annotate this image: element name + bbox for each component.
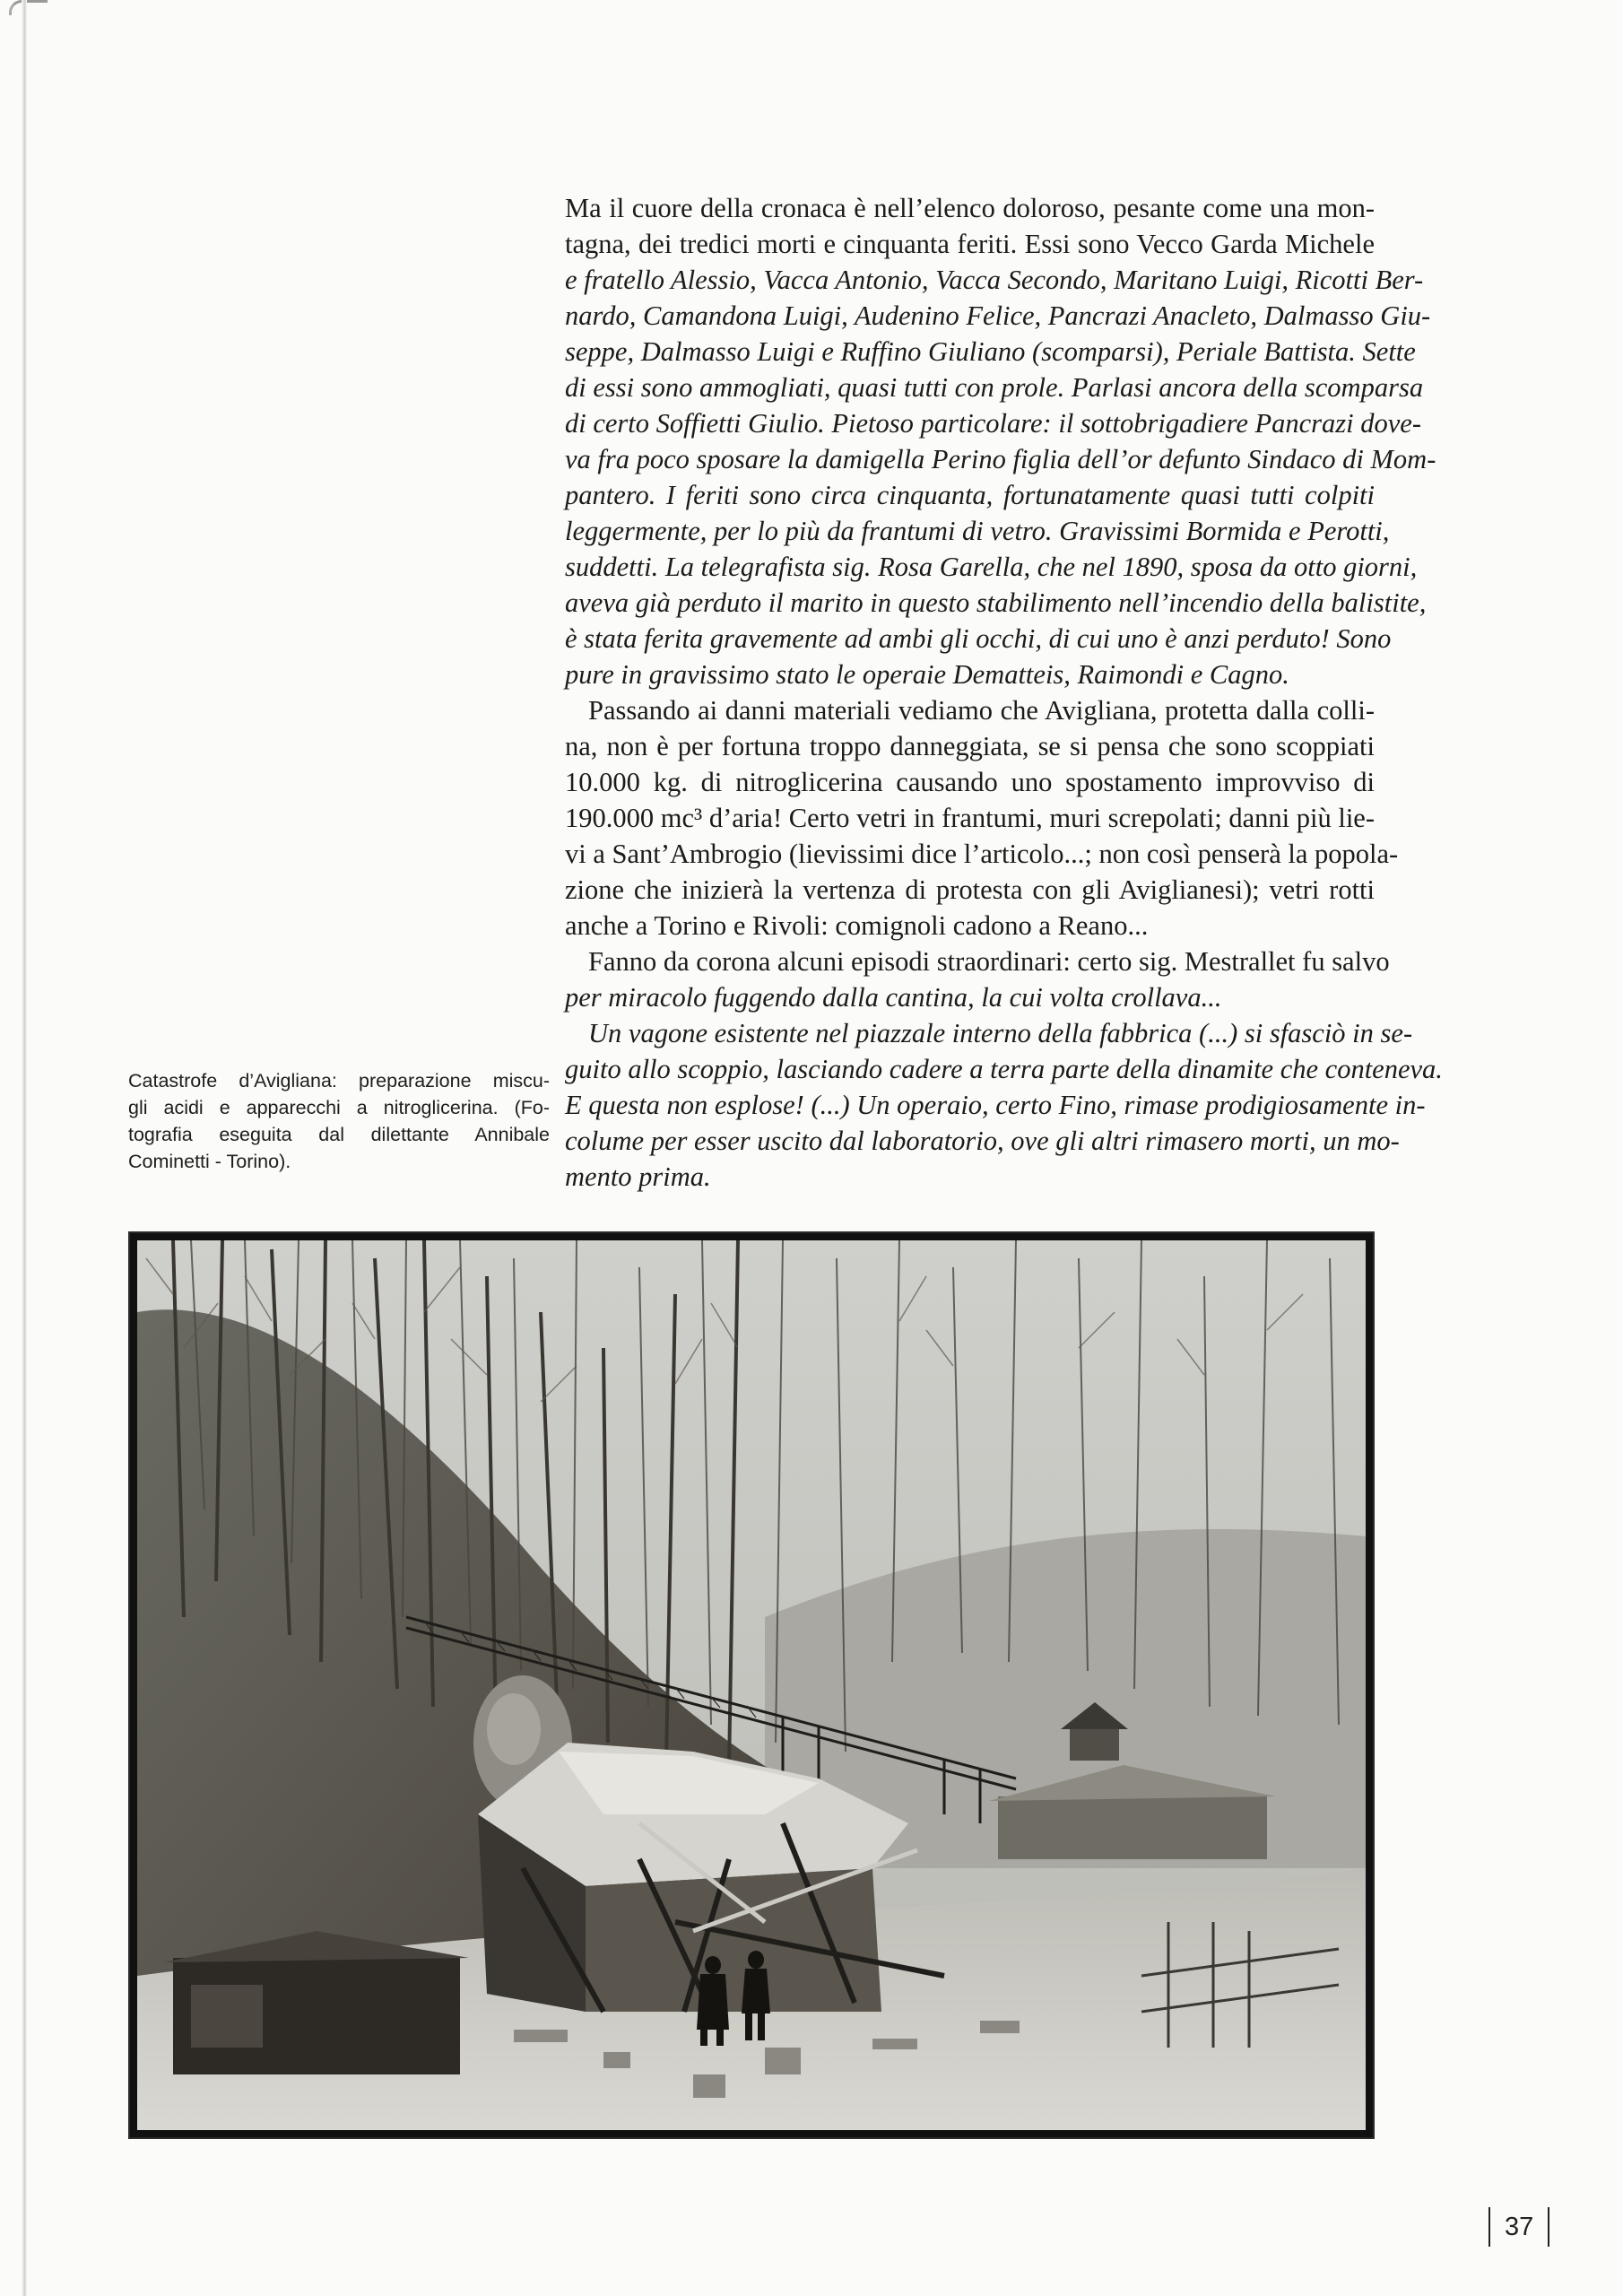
- body-line-italic: pantero. I feriti sono circa cinquanta, fortunatamente quasi tutti colpiti: [565, 480, 1375, 510]
- body-line: vi a Sant’Ambrogio (lievissimi dice l’articolo...; non così penserà la popola-: [565, 839, 1399, 869]
- body-line: Ma il cuore della cronaca è nell’elenco doloroso, pesante come una mon-: [565, 193, 1375, 223]
- page-number-text: 37: [1505, 2212, 1534, 2241]
- body-line-italic: aveva già perduto il marito in questo stabilimento nell’incendio della balistite,: [565, 587, 1427, 618]
- caption-line: Cominetti - Torino).: [128, 1151, 291, 1172]
- body-line-italic: colume per esser uscito dal laboratorio, ove gli altri rimasero morti, un mo-: [565, 1126, 1400, 1156]
- body-line-italic: va fra poco sposare la damigella Perino figlia dell’or defunto Sindaco di Mom-: [565, 444, 1436, 474]
- photo-caption: [128, 1067, 550, 1175]
- body-line: tagna, dei tredici morti e cinquanta feriti. Essi sono Vecco Garda Michele: [565, 229, 1375, 259]
- body-line-italic: nardo, Camandona Luigi, Audenino Felice, Pancrazi Anacleto, Dalmasso Giu-: [565, 300, 1431, 331]
- body-line-italic: seppe, Dalmasso Luigi e Ruffino Giuliano (scomparsi), Periale Battista. Sette: [565, 336, 1416, 367]
- page-corner-fold: [9, 0, 48, 15]
- body-line-italic: guito allo scoppio, lasciando cadere a terra parte della dinamite che conteneva.: [565, 1054, 1443, 1084]
- caption-line: gli acidi e apparecchi a nitroglicerina. (Fo-: [128, 1097, 550, 1118]
- body-line-italic: di essi sono ammogliati, quasi tutti con prole. Parlasi ancora della scomparsa: [565, 372, 1424, 403]
- page-binding-edge: [22, 0, 27, 2296]
- article-body: [565, 190, 1443, 1195]
- body-line-italic: mento prima.: [565, 1161, 711, 1192]
- body-line: Passando ai danni materiali vediamo che Avigliana, protetta dalla colli-: [588, 695, 1375, 726]
- body-line-italic: per miracolo fuggendo dalla cantina, la cui volta crollava...: [565, 982, 1222, 1013]
- body-line-italic: è stata ferita gravemente ad ambi gli occhi, di cui uno è anzi perduto! Sono: [565, 623, 1392, 654]
- historical-photograph: [128, 1231, 1375, 2139]
- body-line: na, non è per fortuna troppo danneggiata, se si pensa che sono scoppiati: [565, 731, 1375, 761]
- body-line-italic: Un vagone esistente nel piazzale interno della fabbrica (...) si sfasciò in se-: [588, 1018, 1413, 1048]
- explosion-ruins-photo: [137, 1240, 1366, 2130]
- caption-line: Catastrofe d’Avigliana: preparazione miscu-: [128, 1070, 550, 1091]
- page-number: [1488, 2205, 1549, 2249]
- body-line-italic: e fratello Alessio, Vacca Antonio, Vacca Secondo, Maritano Luigi, Ricotti Ber-: [565, 265, 1424, 295]
- page-number-bar-left: [1488, 2207, 1490, 2247]
- caption-line: tografia eseguita dal dilettante Annibale: [128, 1124, 550, 1145]
- body-line-italic: di certo Soffietti Giulio. Pietoso particolare: il sottobrigadiere Pancrazi dove-: [565, 408, 1421, 439]
- body-line-italic: E questa non esplose! (...) Un operaio, certo Fino, rimase prodigiosamente in-: [565, 1090, 1426, 1120]
- body-line-italic: leggermente, per lo più da frantumi di vetro. Gravissimi Bormida e Perotti,: [565, 516, 1390, 546]
- body-line: zione che inizierà la vertenza di protesta con gli Aviglianesi); vetri rotti: [565, 874, 1375, 905]
- page-number-bar-right: [1548, 2207, 1549, 2247]
- body-line: Fanno da corona alcuni episodi straordinari: certo sig. Mestrallet fu salvo: [588, 946, 1390, 977]
- body-line-italic: suddetti. La telegrafista sig. Rosa Garella, che nel 1890, sposa da otto giorni,: [565, 552, 1418, 582]
- body-line: anche a Torino e Rivoli: comignoli cadono a Reano...: [565, 910, 1149, 941]
- body-line: 10.000 kg. di nitroglicerina causando uno spostamento improvviso di: [565, 767, 1375, 797]
- body-line-italic: pure in gravissimo stato le operaie Dematteis, Raimondi e Cagno.: [565, 659, 1289, 690]
- body-line: 190.000 mc³ d’aria! Certo vetri in frantumi, muri screpolati; danni più lie-: [565, 803, 1375, 833]
